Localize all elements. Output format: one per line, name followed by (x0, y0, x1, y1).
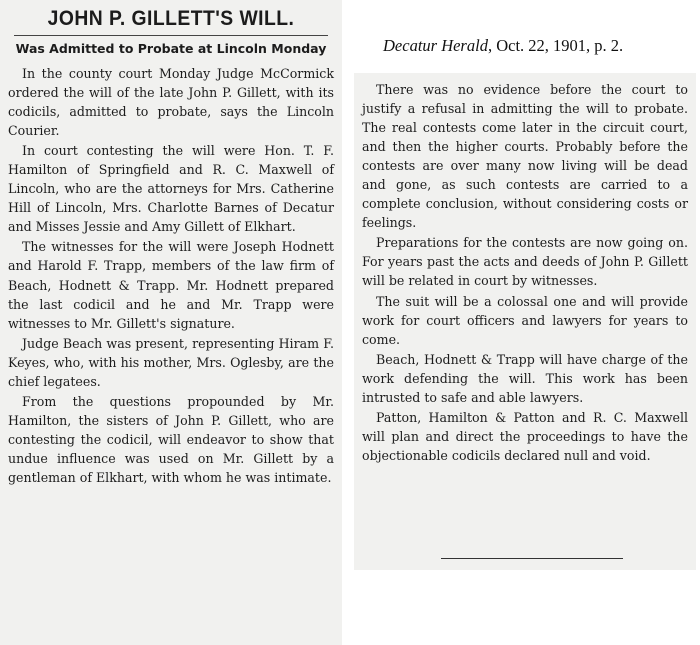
article-headline: JOHN P. GILLETT'S WILL. (47, 7, 295, 30)
article-paragraph: There was no evidence before the court to justify a refusal in admitting the will to probate. The real contests come later in the circuit court, and then the higher courts. Probably before the contests are over many now living will be dead and gone, as such contests are carried to a complete conclusion, without considering costs or feelings. (362, 82, 688, 231)
article-paragraph: Patton, Hamilton & Patton and R. C. Maxwell will plan and direct the proceedings to have the objectionable codicils declared null and void. (362, 409, 688, 463)
article-paragraph: Judge Beach was present, representing Hiram F. Keyes, who, with his mother, Mrs. Oglesby, are the chief legatees. (8, 335, 334, 389)
headline-rule (14, 35, 328, 36)
article-paragraph: From the questions propounded by Mr. Hamilton, the sisters of John P. Gillett, who are contesting the codicil, will endeavor to show that undue influence was used on Mr. Gillett by a gentleman of Elkhart, with whom he was intimate. (8, 393, 334, 485)
article-paragraph: In the county court Monday Judge McCormick ordered the will of the late John P. Gillett, with its codicils, admitted to probate, says the Lincoln Courier. (8, 66, 334, 139)
article-paragraph: Preparations for the contests are now going on. For years past the acts and deeds of John P. Gillett will be related in court by witnesses. (362, 235, 688, 289)
article-paragraph: The suit will be a colossal one and will provide work for court officers and lawyers for years to come. (362, 293, 688, 347)
article-paragraph: The witnesses for the will were Joseph Hodnett and Harold F. Trapp, members of the law firm of Beach, Hodnett & Trapp. Mr. Hodnett prepared the last codicil and he and Mr. Trapp were witnesses to Mr. Gillett's signature. (8, 239, 334, 331)
source-date-page: , Oct. 22, 1901, p. 2. (487, 36, 624, 55)
article-end-rule (441, 558, 623, 559)
source-publication: Decatur Herald (383, 36, 488, 55)
article-subhead: Was Admitted to Probate at Lincoln Monday (15, 41, 327, 56)
source-citation (383, 36, 623, 56)
article-paragraph: Beach, Hodnett & Trapp will have charge of the work defending the will. This work has been intrusted to safe and able lawyers. (362, 351, 688, 405)
article-column-left (0, 0, 342, 645)
article-paragraph: In court contesting the will were Hon. T. F. Hamilton of Springfield and R. C. Maxwell of Lincoln, who are the attorneys for Mrs. Catherine Hill of Lincoln, Mrs. Charlotte Barnes of Decatur and Misses Jessie and Amy Gillett of Elkhart. (8, 143, 334, 235)
article-column-right (354, 73, 696, 570)
